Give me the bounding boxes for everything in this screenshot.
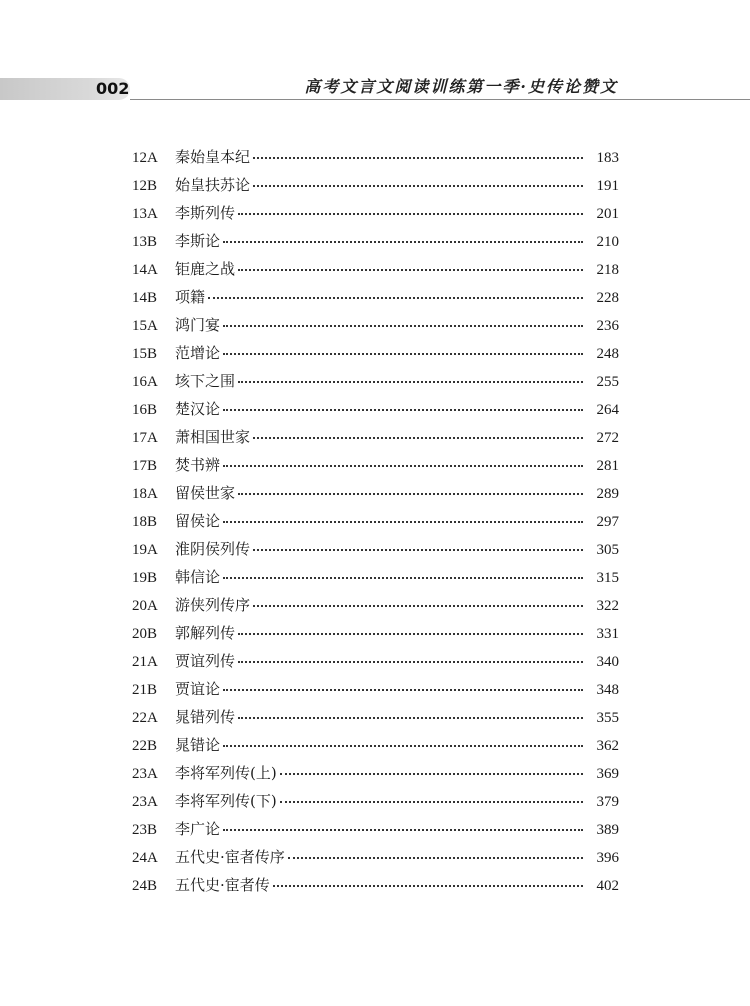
toc-entry[interactable] [132, 815, 619, 843]
toc-entry-title: 项籍 [175, 288, 206, 306]
toc-entry-title: 李斯列传 [175, 204, 236, 222]
toc-entry-number: 15A [132, 318, 158, 334]
toc-dot-leader [253, 437, 583, 439]
toc-entry-number: 17A [132, 430, 158, 446]
header-rule [130, 99, 750, 100]
toc-entry-page: 331 [596, 626, 619, 642]
toc-dot-leader [238, 213, 583, 215]
toc-entry[interactable] [132, 731, 619, 759]
toc-entry-page: 248 [596, 346, 619, 362]
toc-entry-number: 22A [132, 710, 158, 726]
toc-entry-page: 289 [596, 486, 619, 502]
toc-entry[interactable] [132, 535, 619, 563]
toc-entry-page: 297 [596, 514, 619, 530]
toc-dot-leader [223, 829, 583, 831]
toc-entry-number: 14B [132, 290, 158, 306]
toc-entry-number: 21A [132, 654, 158, 670]
toc-entry[interactable] [132, 143, 619, 171]
book-title: 高考文言文阅读训练第一季·史传论赞文 [304, 77, 618, 96]
toc-entry-number: 19A [132, 542, 158, 558]
toc-entry-number: 15B [132, 346, 158, 362]
toc-entry-page: 379 [596, 794, 619, 810]
toc-dot-leader [253, 549, 583, 551]
toc-entry-number: 12B [132, 178, 158, 194]
toc-dot-leader [223, 241, 583, 243]
toc-dot-leader [223, 325, 583, 327]
toc-entry-number: 13B [132, 234, 158, 250]
toc-dot-leader [253, 605, 583, 607]
toc-entry-title: 焚书辨 [175, 456, 221, 474]
toc-entry-number: 18A [132, 486, 158, 502]
toc-entry-page: 362 [596, 738, 619, 754]
page-header [0, 78, 750, 102]
toc-entry-title: 留侯论 [175, 512, 221, 530]
toc-entry-page: 402 [596, 878, 619, 894]
toc-entry-title: 钜鹿之战 [175, 260, 236, 278]
toc-entry-page: 369 [596, 766, 619, 782]
toc-entry-number: 16A [132, 374, 158, 390]
toc-entry-title: 李将军列传(上) [175, 764, 277, 782]
toc-entry[interactable] [132, 283, 619, 311]
toc-entry-title: 范增论 [175, 344, 221, 362]
toc-entry[interactable] [132, 563, 619, 591]
toc-entry-number: 21B [132, 682, 158, 698]
toc-entry-number: 23B [132, 822, 158, 838]
toc-entry-page: 201 [596, 206, 619, 222]
toc-entry[interactable] [132, 171, 619, 199]
toc-entry-number: 22B [132, 738, 158, 754]
toc-dot-leader [223, 409, 583, 411]
toc-entry-page: 281 [596, 458, 619, 474]
toc-entry-title: 李将军列传(下) [175, 792, 277, 810]
toc-entry-page: 305 [596, 542, 619, 558]
toc-entry-title: 贾谊列传 [175, 652, 236, 670]
toc-entry-number: 23A [132, 794, 158, 810]
toc-entry-page: 191 [596, 178, 619, 194]
toc-entry-title: 游侠列传序 [175, 596, 251, 614]
toc-entry[interactable] [132, 255, 619, 283]
toc-entry-title: 楚汉论 [175, 400, 221, 418]
toc-dot-leader [223, 521, 583, 523]
toc-entry-page: 183 [596, 150, 619, 166]
toc-entry-page: 236 [596, 318, 619, 334]
toc-dot-leader [223, 745, 583, 747]
toc-dot-leader [288, 857, 583, 859]
toc-dot-leader [223, 353, 583, 355]
toc-dot-leader [223, 465, 583, 467]
toc-entry[interactable] [132, 843, 619, 871]
toc-entry-number: 19B [132, 570, 158, 586]
toc-dot-leader [223, 689, 583, 691]
toc-entry-page: 264 [596, 402, 619, 418]
toc-entry[interactable] [132, 871, 619, 899]
toc-entry[interactable] [132, 199, 619, 227]
page-number-tab [0, 78, 130, 100]
toc-entry-title: 晁错列传 [175, 708, 236, 726]
toc-entry-page: 322 [596, 598, 619, 614]
toc-entry[interactable] [132, 227, 619, 255]
toc-entry-title: 晁错论 [175, 736, 221, 754]
toc-entry-title: 秦始皇本纪 [175, 148, 251, 166]
toc-entry-title: 李斯论 [175, 232, 221, 250]
toc-entry-number: 24A [132, 850, 158, 866]
toc-entry-title: 韩信论 [175, 568, 221, 586]
toc-dot-leader [223, 577, 583, 579]
toc-entry[interactable] [132, 759, 619, 787]
toc-dot-leader [238, 381, 583, 383]
toc-entry[interactable] [132, 647, 619, 675]
toc-entry[interactable] [132, 479, 619, 507]
toc-dot-leader [273, 885, 583, 887]
toc-entry-page: 315 [596, 570, 619, 586]
toc-dot-leader [238, 633, 583, 635]
toc-entry-title: 李广论 [175, 820, 221, 838]
toc-entry-title: 鸿门宴 [175, 316, 221, 334]
toc-entry[interactable] [132, 591, 619, 619]
toc-entry-number: 14A [132, 262, 158, 278]
toc-entry-title: 郭解列传 [175, 624, 236, 642]
toc-entry[interactable] [132, 451, 619, 479]
page-number: 002 [96, 79, 130, 98]
toc-dot-leader [238, 661, 583, 663]
toc-entry-number: 18B [132, 514, 158, 530]
toc-entry-number: 12A [132, 150, 158, 166]
toc-entry-title: 始皇扶苏论 [175, 176, 251, 194]
toc-entry-title: 萧相国世家 [175, 428, 251, 446]
toc-entry-number: 17B [132, 458, 158, 474]
toc-dot-leader [208, 297, 583, 299]
toc-entry[interactable] [132, 311, 619, 339]
toc-entry[interactable] [132, 395, 619, 423]
toc-entry-title: 贾谊论 [175, 680, 221, 698]
toc-dot-leader [238, 269, 583, 271]
toc-entry[interactable] [132, 675, 619, 703]
toc-entry-number: 20A [132, 598, 158, 614]
toc-dot-leader [238, 493, 583, 495]
toc-entry-page: 355 [596, 710, 619, 726]
toc-entry-page: 255 [596, 374, 619, 390]
toc-entry-page: 389 [596, 822, 619, 838]
toc-dot-leader [280, 801, 583, 803]
toc-entry-title: 淮阴侯列传 [175, 540, 251, 558]
toc-entry[interactable] [132, 787, 619, 815]
table-of-contents [132, 143, 619, 899]
toc-dot-leader [238, 717, 583, 719]
toc-entry-number: 20B [132, 626, 158, 642]
toc-dot-leader [253, 185, 583, 187]
toc-entry-page: 218 [596, 262, 619, 278]
toc-entry-number: 23A [132, 766, 158, 782]
toc-entry-number: 16B [132, 402, 158, 418]
toc-entry[interactable] [132, 703, 619, 731]
toc-entry-number: 24B [132, 878, 158, 894]
toc-entry[interactable] [132, 423, 619, 451]
toc-entry-page: 396 [596, 850, 619, 866]
toc-entry-number: 13A [132, 206, 158, 222]
toc-entry-page: 348 [596, 682, 619, 698]
toc-entry[interactable] [132, 507, 619, 535]
toc-dot-leader [280, 773, 583, 775]
toc-entry-title: 垓下之围 [175, 372, 236, 390]
toc-dot-leader [253, 157, 583, 159]
toc-entry[interactable] [132, 367, 619, 395]
toc-entry-title: 留侯世家 [175, 484, 236, 502]
toc-entry-title: 五代史·宦者传序 [175, 848, 285, 866]
toc-entry[interactable] [132, 339, 619, 367]
toc-entry[interactable] [132, 619, 619, 647]
toc-entry-page: 210 [596, 234, 619, 250]
toc-entry-page: 272 [596, 430, 619, 446]
toc-entry-page: 228 [596, 290, 619, 306]
toc-entry-page: 340 [596, 654, 619, 670]
toc-entry-title: 五代史·宦者传 [175, 876, 270, 894]
